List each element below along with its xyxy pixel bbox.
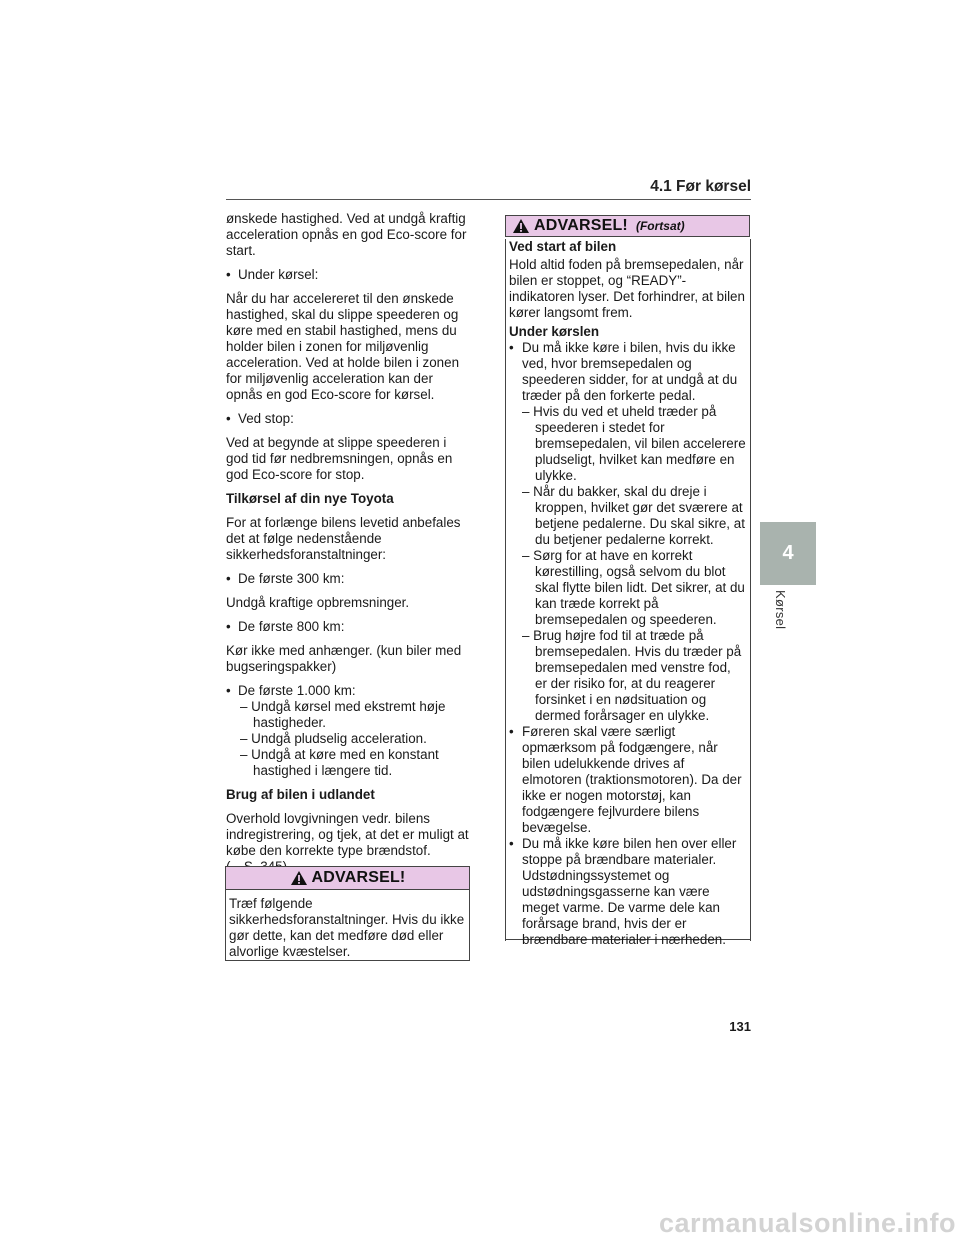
- list-item: – Undgå at køre med en konstant hastighed i længere tid.: [240, 747, 472, 779]
- driving-paragraph: Når du har accelereret til den ønskede hastighed, skal du slippe speederen og køre med en stabil hastighed, mens du holder bilen i zonen for miljøvenlig acceleration. Ved at holde bilen i zonen for miljøvenlig acceleration kan der opnås en god Eco-score for kørsel.: [226, 291, 460, 402]
- warning-header: [226, 867, 469, 890]
- left-column: [226, 211, 472, 883]
- warning-triangle-icon: [512, 218, 530, 234]
- text-800km: Kør ikke med anhænger. (kun biler med bugseringspakker): [226, 643, 462, 674]
- list-item: – Brug højre fod til at træde på bremsepedalen. Hvis du træder på bremsepedalen med venstre fod, er der risiko for, at du reagerer forsinket i en nødsituation og dermed forårsager en ulykke.: [522, 628, 746, 724]
- list-item: – Undgå kørsel med ekstremt høje hastigheder.: [240, 699, 472, 731]
- watermark: carmanualsonline.info: [658, 1208, 956, 1238]
- heading-start: Ved start af bilen: [509, 239, 617, 254]
- list-item: – Når du bakker, skal du dreje i kroppen, hvilket gør det sværere at betjene pedalerne. Du skal sikre, at du betjener pedalerne korrekt.: [522, 484, 746, 548]
- dash-list-1000km: [240, 699, 472, 779]
- warning-title: ADVARSEL!: [311, 869, 406, 886]
- warning-body: [505, 239, 751, 947]
- abroad-paragraph: Overhold lovgivningen vedr. bilens indregistrering, og tjek, at det er muligt at købe den korrekte type brændstof.: [226, 811, 469, 858]
- header-divider: [226, 199, 751, 200]
- list-item: • Føreren skal være særligt opmærksom på fodgængere, når bilen udelukkende drives af elmotoren (traktionsmotoren). Da der ikke er nogen motorstøj, kan fodgængere fejlvurdere bilens bevægelse.: [509, 724, 746, 836]
- bullet-800km: • De første 800 km:: [226, 619, 472, 635]
- list-item: – Hvis du ved et uheld træder på speederen i stedet for bremsepedalen, vil bilen accelerere pludseligt, hvilket kan medføre en ulykke.: [522, 404, 746, 484]
- heading-driving: Under kørslen: [509, 324, 600, 339]
- bullet-1000km: • De første 1.000 km:: [226, 683, 472, 699]
- section-title: 4.1 Før kørsel: [650, 178, 751, 195]
- warning-triangle-icon: [290, 870, 308, 886]
- warning-subtitle: (Fortsat): [635, 219, 685, 233]
- new-toyota-paragraph: For at forlænge bilens levetid anbefales det at følge nedenstående sikkerhedsforanstaltninger:: [226, 515, 461, 562]
- heading-abroad: Brug af bilen i udlandet: [226, 787, 375, 802]
- dash-list: [522, 404, 746, 724]
- list-item: – Undgå pludselig acceleration.: [240, 731, 472, 747]
- warning-box-continued: [506, 215, 751, 947]
- chapter-label: Kørsel: [773, 590, 788, 630]
- list-item: • Du må ikke køre bilen hen over eller stoppe på brændbare materialer. Udstødningssystemet og udstødningsgasserne kan være meget varme. De varme dele kan forårsage brand, hvis der er brændbare materialer i nærheden.: [509, 836, 746, 948]
- start-paragraph: Hold altid foden på bremsepedalen, når bilen er stoppet, og “READY”-indikatoren lyser. Det forhindrer, at bilen kører langsomt frem.: [509, 257, 745, 320]
- list-item: • Du må ikke køre i bilen, hvis du ikke ved, hvor bremsepedalen og speederen sidder, for at undgå at du træder på den forkerte pedal.: [509, 340, 746, 404]
- warning-box: [225, 866, 470, 961]
- list-item: – Sørg for at have en korrekt kørestilling, også selvom du blot skal flytte bilen lidt. Det sikrer, at du kan træde korrekt på bremsepedalen og speederen.: [522, 548, 746, 628]
- chapter-tab[interactable]: 4: [760, 522, 816, 585]
- intro-paragraph: ønskede hastighed. Ved at undgå kraftig acceleration opnås en god Eco-score for start.: [226, 211, 467, 258]
- bullet-driving: • Under kørsel:: [226, 267, 472, 283]
- bullet-stop: • Ved stop:: [226, 411, 472, 427]
- warning-title: ADVARSEL!: [534, 217, 628, 234]
- warning-body: Træf følgende sikkerhedsforanstaltninger. Hvis du ikke gør dette, kan det medføre død eller alvorlige kvæstelser.: [229, 896, 465, 959]
- warning-header: [505, 215, 750, 237]
- bullet-300km: • De første 300 km:: [226, 571, 472, 587]
- stop-paragraph: Ved at begynde at slippe speederen i god tid før nedbremsningen, opnås en god Eco-score for stop.: [226, 435, 453, 482]
- page-number: 131: [729, 1019, 751, 1034]
- heading-new-toyota: Tilkørsel af din nye Toyota: [226, 491, 394, 506]
- text-300km: Undgå kraftige opbremsninger.: [226, 595, 410, 610]
